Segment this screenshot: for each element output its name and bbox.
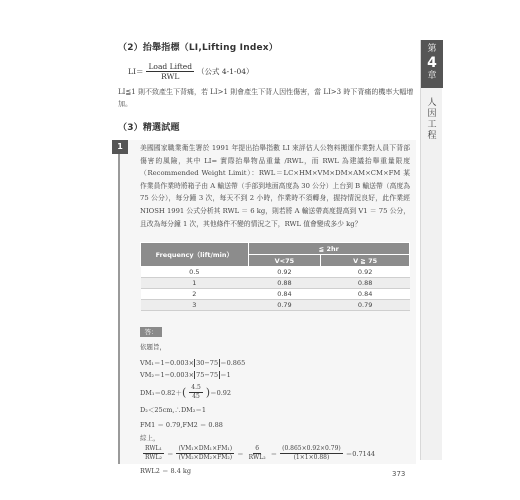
ratio-mid-denominator: (VM₂×DM₂×FM₂)	[178, 454, 233, 461]
header-frequency: Frequency（lift/min）	[141, 243, 249, 267]
chapter-title	[421, 98, 443, 142]
table-cell: 0.79	[321, 300, 410, 311]
vm2-equation	[140, 370, 231, 379]
table-cell: 0.79	[248, 300, 321, 311]
equals-sign: ＝	[166, 450, 174, 458]
vm1-abs: 30−75	[196, 358, 219, 367]
table-row	[141, 300, 410, 311]
formula-denominator: RWL	[161, 72, 180, 81]
dm1-denominator: 45	[192, 393, 200, 400]
chapter-side-tab	[420, 40, 442, 460]
table-cell: 0.88	[321, 278, 410, 289]
fm-statement: FM1 ＝ 0.79,FM2 ＝ 0.88	[140, 421, 223, 429]
table-cell: 1	[141, 278, 249, 289]
vm2-abs: 75−75	[196, 370, 219, 379]
vm2-result: ＝1	[220, 371, 231, 379]
answer-badge: 答：	[140, 327, 162, 337]
paren-close: )	[205, 385, 211, 399]
vm1-equation	[140, 358, 245, 367]
table-row	[141, 278, 410, 289]
exam-question-text: 美國國家職業衛生署於 1991 年提出抬舉指數 LI 來評估人公物料搬運作業對人員下背部傷害的風險，其中 LI= 實際抬舉物品重量 /RWL，而 RWL 為建議抬舉重量限度（Recommended Weight Limit）：RWL＝LC×HM×VM×DM×AM×CM×FM 某作業員作業時將箱子由 A 輸送帶（手部到地面高度為 30 公分）上台到 B 輸送帶（高度為 75 公分），每分鐘 3 次，每天不到 2 小時，作業時不須轉身，握持情況良好，此作業經 NIOSH 1991 公式分析其 RWL ＝ 6 kg，則若將 A 輸送帶高度提高到 V1 ＝ 75 公分，且改為每分鐘 1 次，其他條件不變的情況之下，RWL 值會變成多少 kg？	[140, 144, 410, 228]
li-formula	[128, 62, 254, 81]
final-answer: RWL2 ＝ 8.4 kg	[140, 467, 192, 475]
table-row	[141, 289, 410, 300]
chapter-suffix: 章	[427, 71, 437, 81]
equals-sign: ＝	[237, 450, 244, 458]
table-cell: 0.84	[248, 289, 321, 300]
chapter-title-char: 工	[427, 120, 437, 130]
table-header-row	[141, 243, 410, 255]
dm1-paren-fraction	[182, 384, 210, 401]
chapter-title-char: 人	[427, 98, 437, 108]
dm1-numerator: 4.5	[191, 384, 201, 391]
table-cell: 2	[141, 289, 249, 300]
equals-sign: ＝	[270, 450, 278, 458]
chapter-title-char: 程	[427, 131, 437, 141]
paren-open: (	[181, 385, 187, 399]
header-duration: ≦ 2hr	[248, 243, 409, 255]
dm1-fraction	[189, 384, 203, 401]
table-cell: 0.92	[248, 267, 321, 278]
page-number: 373	[392, 470, 406, 478]
subheader-v-above: V ≧ 75	[321, 255, 410, 267]
ratio-result: ＝0.7144	[345, 450, 375, 458]
formula-fraction	[146, 62, 194, 81]
frequency-multiplier-table	[140, 242, 410, 311]
ratio-six-fraction	[247, 445, 268, 462]
dm1-lhs: DM₁＝0.82＋	[140, 389, 182, 397]
chapter-prefix: 第	[427, 44, 437, 54]
ratio-lhs-denominator: RWL₂	[145, 454, 162, 461]
section-heading-lifting-index: （2）抬舉指標（LI,Lifting Index）	[118, 43, 278, 53]
ratio-value-numerator: (0.865×0.92×0.79)	[282, 445, 341, 452]
table-cell: 3	[141, 300, 249, 311]
summary-label: 綜上，	[140, 434, 160, 442]
dm1-equation	[140, 384, 231, 401]
ratio-value-denominator: (1×1×0.88)	[293, 454, 330, 461]
vm1-result: ＝0.865	[220, 359, 246, 367]
ratio-mid-fraction	[176, 445, 234, 462]
ratio-lhs-fraction	[143, 445, 164, 462]
dm1-result: ＝0.92	[210, 389, 232, 397]
table-row	[141, 267, 410, 278]
chapter-label-box	[421, 40, 443, 88]
ratio-mid-numerator: (VM₁×DM₁×FM₁)	[178, 445, 233, 452]
li-explanation: LI≦1 則不致產生下背痛，若 LI>1 則會產生下背人因性傷害，當 LI>3 時下背痛的機率大幅增加。	[118, 88, 414, 108]
ratio-lhs-numerator: RWL₁	[145, 445, 162, 452]
table-cell: 0.92	[321, 267, 410, 278]
answer-intro: 依題旨，	[140, 343, 166, 351]
table-cell: 0.84	[321, 289, 410, 300]
ratio-value-fraction	[280, 445, 343, 462]
table-cell: 0.88	[248, 278, 321, 289]
d2-statement: D₂＜25cm,∴DM₂＝1	[140, 406, 207, 414]
vm2-lhs: VM₂＝1−0.003×	[140, 371, 195, 379]
formula-lhs: LI＝	[128, 67, 144, 76]
ratio-six-numerator: 6	[255, 445, 260, 452]
section-heading-exam: （3）精選試題	[118, 123, 180, 133]
chapter-number: 4	[427, 55, 437, 71]
table-cell: 0.5	[141, 267, 249, 278]
ratio-six-denominator: RWL₂	[248, 454, 266, 461]
vm1-lhs: VM₁＝1−0.003×	[140, 359, 195, 367]
rwl-ratio-equation	[140, 445, 375, 462]
formula-note: （公式 4-1-04）	[197, 67, 254, 76]
chapter-title-char: 因	[427, 109, 437, 119]
formula-numerator: Load Lifted	[148, 62, 193, 71]
question-number-badge: 1	[112, 140, 128, 154]
subheader-v-below: V<75	[248, 255, 321, 267]
